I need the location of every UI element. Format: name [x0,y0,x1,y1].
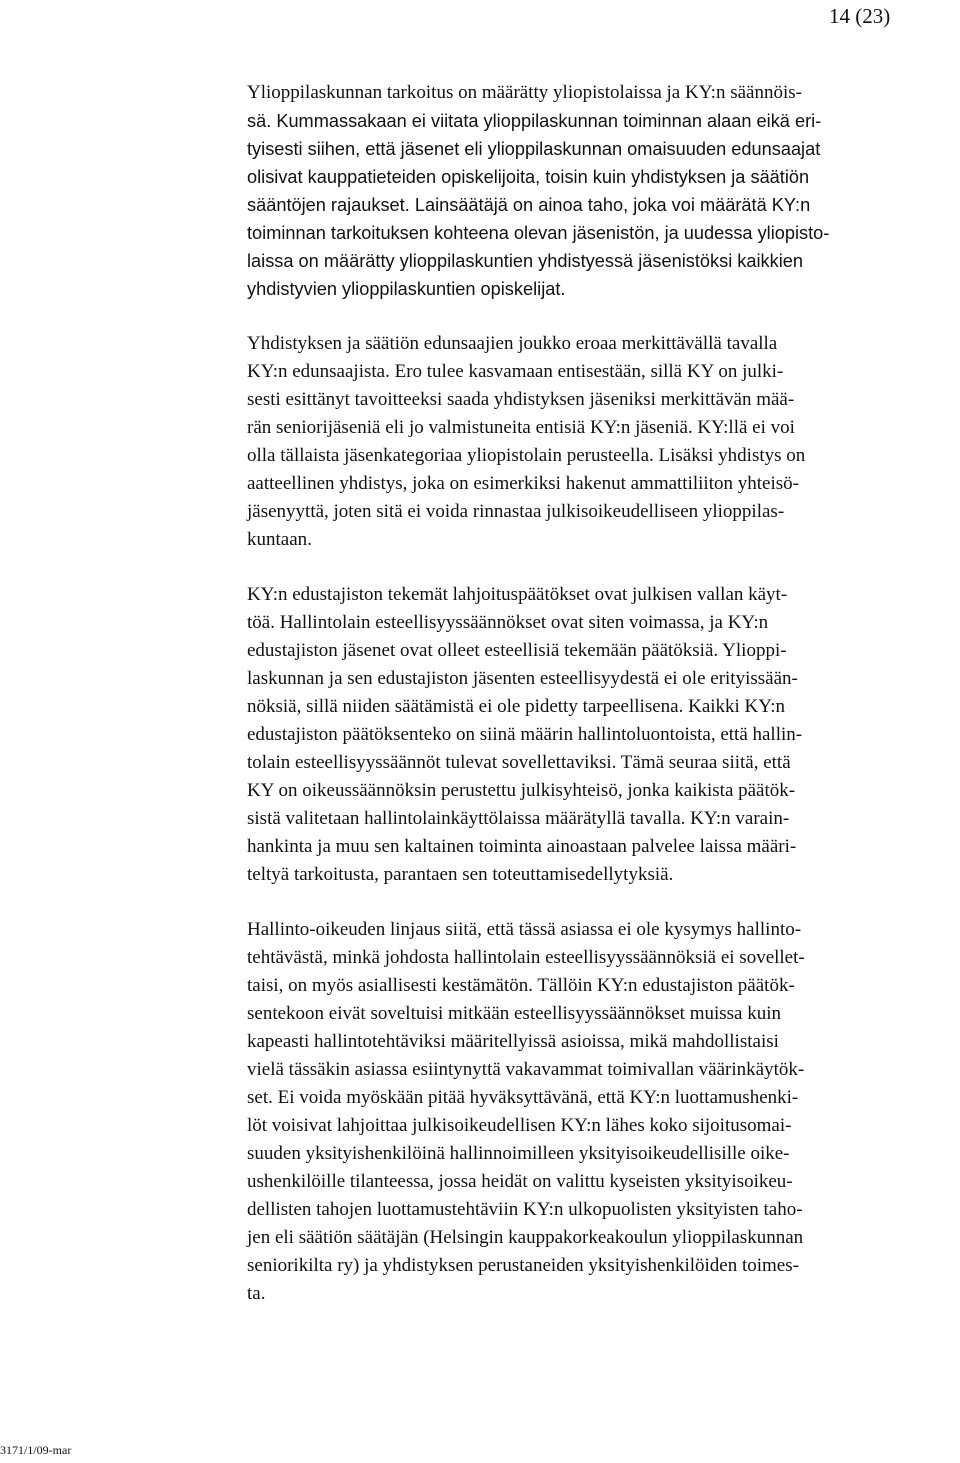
text-line: sistä valitetaan hallintolainkäyttölaissa määrätyllä tavalla. KY:n varain- [247,808,790,829]
text-line: tolain esteellisyyssäännöt tulevat sovellettaviksi. Tämä seuraa siitä, että [247,752,791,773]
text-line: jäsenyyttä, joten sitä ei voida rinnastaa julkisoikeudelliseen ylioppilas- [247,501,785,522]
paragraph-spacer [247,889,953,916]
text-line: edustajiston päätöksenteko on siinä määrin hallintoluontoista, että hallin- [247,724,803,745]
text-line: hankinta ja muu sen kaltainen toiminta ainoastaan palvelee laissa määri- [247,836,797,857]
text-line: Ylioppilaskunnan tarkoitus on määrätty yliopistolaissa ja KY:n säännöis- [247,82,802,103]
text-line: sääntöjen rajaukset. Lainsäätäjä on ainoa taho, joka voi määrätä KY:n [247,195,811,215]
paragraph-spacer [247,303,953,330]
text-line: kapeasti hallintotehtäviksi määritellyissä asioissa, mikä mahdollistaisi [247,1031,779,1052]
paragraph [247,330,953,554]
text-line: yhdistyvien ylioppilaskuntien opiskelijat. [247,279,566,299]
text-line: suuden yksityishenkilöinä hallinnoimilleen yksityisoikeudellisille oike- [247,1143,790,1164]
paragraph [247,916,953,1308]
paragraph-spacer [247,554,953,581]
text-line: jen eli säätiön säätäjän (Helsingin kauppakorkeakoulun ylioppilaskunnan [247,1227,804,1248]
text-line: KY on oikeussäännöksin perustettu julkisyhteisö, jonka kaikista päätök- [247,780,796,801]
text-line: aatteellinen yhdistys, joka on esimerkiksi hakenut ammattiliiton yhteisö- [247,473,799,494]
text-line: töä. Hallintolain esteellisyyssäännökset ovat siten voimassa, ja KY:n [247,612,769,633]
text-line: tyisesti siihen, että jäsenet eli ylioppilaskunnan omaisuuden edunsaajat [247,139,821,159]
page-number: 14 (23) [829,4,891,28]
text-line: nöksiä, sillä niiden säätämistä ei ole pidetty tarpeellisena. Kaikki KY:n [247,696,786,717]
text-line: rän seniorijäseniä eli jo valmistuneita entisiä KY:n jäseniä. KY:llä ei voi [247,417,795,438]
text-line: löt voisivat lahjoittaa julkisoikeudellisen KY:n lähes koko sijoitusomai- [247,1115,792,1136]
text-line: sä. Kummassakaan ei viitata ylioppilaskunnan toiminnan alaan eikä eri- [247,111,822,131]
text-line: sentekoon eivät soveltuisi mitkään esteellisyyssäännökset muissa kuin [247,1003,782,1024]
text-line: dellisten tahojen luottamustehtäviin KY:n ulkopuolisten yksityisten taho- [247,1199,803,1220]
text-line: taisi, on myös asiallisesti kestämätön. Tällöin KY:n edustajiston päätök- [247,975,795,996]
text-line: KY:n edunsaajista. Ero tulee kasvamaan entisestään, sillä KY on julki- [247,361,784,382]
text-line: laissa on määrätty ylioppilaskuntien yhdistyessä jäsenistöksi kaikkien [247,251,803,271]
text-line: Yhdistyksen ja säätiön edunsaajien joukko eroaa merkittävällä tavalla [247,333,778,354]
text-line: vielä tässäkin asiassa esiintynyttä vakavammat toimivallan väärinkäytök- [247,1059,805,1080]
text-line: edustajiston jäsenet ovat olleet esteellisiä tekemään päätöksiä. Ylioppi- [247,640,787,661]
footer-reference: 3171/1/09-mar [0,1443,72,1457]
text-line: ushenkilöille tilanteessa, jossa heidät on valittu kyseisten yksityisoikeu- [247,1171,793,1192]
text-line: teltyä tarkoitusta, parantaen sen toteuttamisedellytyksiä. [247,864,674,885]
text-line: KY:n edustajiston tekemät lahjoituspäätökset ovat julkisen vallan käyt- [247,584,788,605]
text-line: olisivat kauppatieteiden opiskelijoita, toisin kuin yhdistyksen ja säätiön [247,167,810,187]
document-body [247,79,953,1308]
text-line: olla tällaista jäsenkategoriaa yliopistolain perusteella. Lisäksi yhdistys on [247,445,806,466]
paragraph [247,79,953,303]
text-line: set. Ei voida myöskään pitää hyväksyttävänä, että KY:n luottamushenki- [247,1087,799,1108]
text-line: kuntaan. [247,529,312,550]
paragraph [247,581,953,889]
text-line: toiminnan tarkoituksen kohteena olevan jäsenistön, ja uudessa yliopisto- [247,223,830,243]
text-line: Hallinto-oikeuden linjaus siitä, että tässä asiassa ei ole kysymys hallinto- [247,919,802,940]
text-line: laskunnan ja sen edustajiston jäsenten esteellisyydestä ei ole erityissään- [247,668,798,689]
text-line: seniorikilta ry) ja yhdistyksen perustaneiden yksityishenkilöiden toimes- [247,1255,799,1276]
text-line: ta. [247,1283,266,1304]
text-line: sesti esittänyt tavoitteeksi saada yhdistyksen jäseniksi merkittävän mää- [247,389,795,410]
text-line: tehtävästä, minkä johdosta hallintolain esteellisyyssäännöksiä ei sovellet- [247,947,805,968]
